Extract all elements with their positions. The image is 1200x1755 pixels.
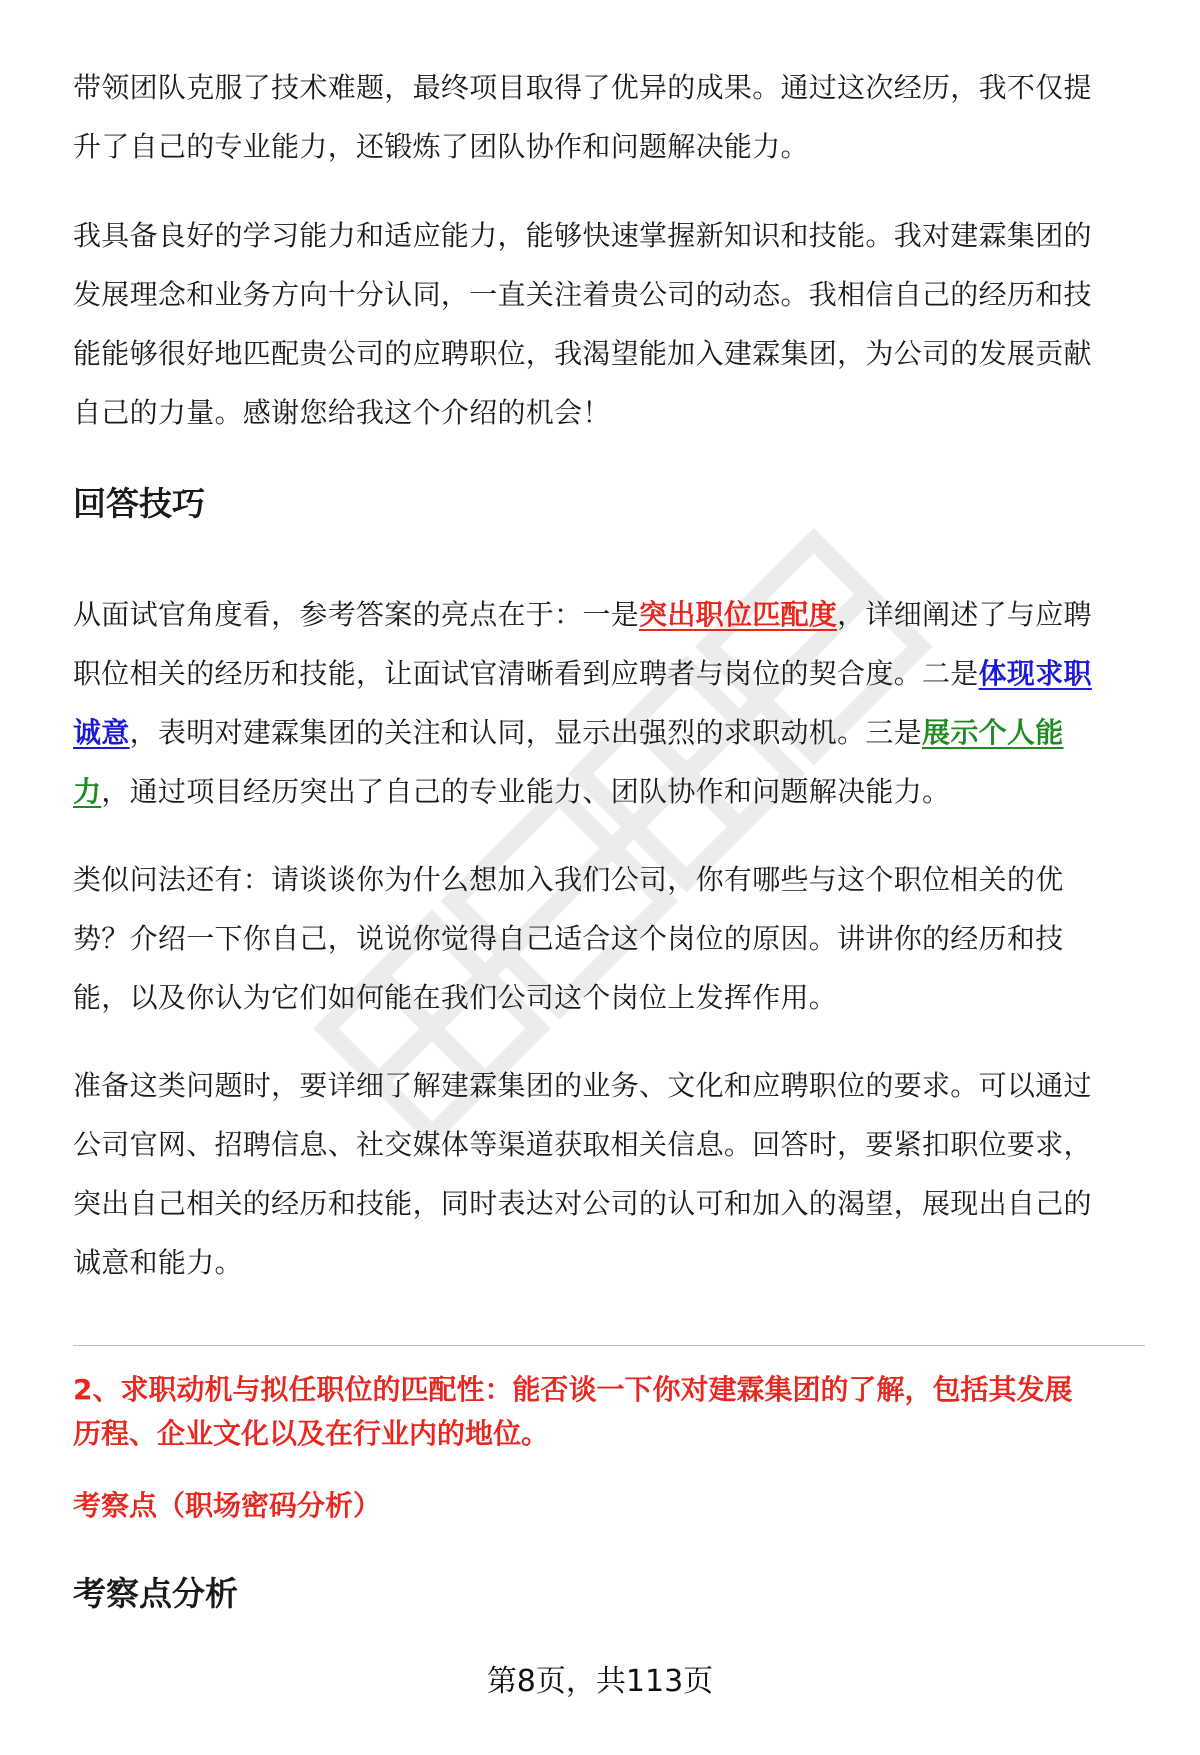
- text-line: 诚意和能力。: [73, 1246, 243, 1279]
- examination-point-label: 考察点（职场密码分析）: [73, 1489, 382, 1522]
- highlight-job-match: 突出职位匹配度: [639, 598, 838, 631]
- text-line: 自己的力量。感谢您给我这个介绍的机会！: [73, 396, 611, 429]
- text-line: [73, 644, 1145, 703]
- text-line: 能，以及你认为它们如何能在我们公司这个岗位上发挥作用。: [73, 981, 838, 1014]
- question-line: 2、求职动机与拟任职位的匹配性：能否谈一下你对建霖集团的了解，包括其发展: [73, 1373, 1073, 1406]
- text-line: 我具备良好的学习能力和适应能力，能够快速掌握新知识和技能。我对建霖集团的: [73, 219, 1092, 252]
- text-line: 类似问法还有：请谈谈你为什么想加入我们公司，你有哪些与这个职位相关的优: [73, 863, 1064, 896]
- page-footer: 第8页，共113页: [486, 1664, 714, 1699]
- paragraph-interviewer-view: [73, 585, 1145, 821]
- section-divider: [73, 1345, 1145, 1346]
- text-line: 公司官网、招聘信息、社交媒体等渠道获取相关信息。回答时，要紧扣职位要求，: [73, 1128, 1092, 1161]
- text-line: 带领团队克服了技术难题，最终项目取得了优异的成果。通过这次经历，我不仅提: [73, 71, 1092, 104]
- heading-examination-analysis: 考察点分析: [73, 1574, 238, 1613]
- text-line: [73, 703, 1145, 762]
- text-segment: ，通过项目经历突出了自己的专业能力、团队协作和问题解决能力。: [101, 775, 951, 808]
- text-line: 能能够很好地匹配贵公司的应聘职位，我渴望能加入建霖集团，为公司的发展贡献: [73, 337, 1092, 370]
- text-line: 准备这类问题时，要详细了解建霖集团的业务、文化和应聘职位的要求。可以通过: [73, 1069, 1092, 1102]
- highlight-ability-part1: 展示个人能: [922, 716, 1064, 749]
- text-line: [73, 585, 1145, 644]
- text-line: 势？介绍一下你自己，说说你觉得自己适合这个岗位的原因。讲讲你的经历和技: [73, 922, 1064, 955]
- highlight-ability-part2: 力: [73, 775, 102, 808]
- text-segment: 从面试官角度看，参考答案的亮点在于：一是: [73, 598, 640, 631]
- question-line: 历程、企业文化以及在行业内的地位。: [73, 1417, 550, 1450]
- paragraph-preparation: [73, 1056, 1145, 1292]
- text-line: 发展理念和业务方向十分认同，一直关注着贵公司的动态。我相信自己的经历和技: [73, 278, 1092, 311]
- highlight-sincerity-part1: 体现求职: [978, 657, 1092, 690]
- text-line: [73, 762, 1145, 821]
- text-line: 突出自己相关的经历和技能，同时表达对公司的认可和加入的渴望，展现出自己的: [73, 1187, 1092, 1220]
- highlight-sincerity-part2: 诚意: [73, 716, 130, 749]
- question-2: [73, 1368, 1145, 1456]
- text-segment: ，详细阐述了与应聘: [837, 598, 1092, 631]
- document-page: [73, 0, 1145, 1755]
- heading-answer-tips: 回答技巧: [73, 484, 205, 523]
- paragraph-learning-ability: [73, 206, 1145, 442]
- paragraph-similar-questions: [73, 850, 1145, 1027]
- paragraph-experience-outcome: [73, 58, 1145, 176]
- text-line: 升了自己的专业能力，还锻炼了团队协作和问题解决能力。: [73, 130, 809, 163]
- text-segment: 职位相关的经历和技能，让面试官清晰看到应聘者与岗位的契合度。二是: [73, 657, 979, 690]
- text-segment: ，表明对建霖集团的关注和认同，显示出强烈的求职动机。三是: [129, 716, 923, 749]
